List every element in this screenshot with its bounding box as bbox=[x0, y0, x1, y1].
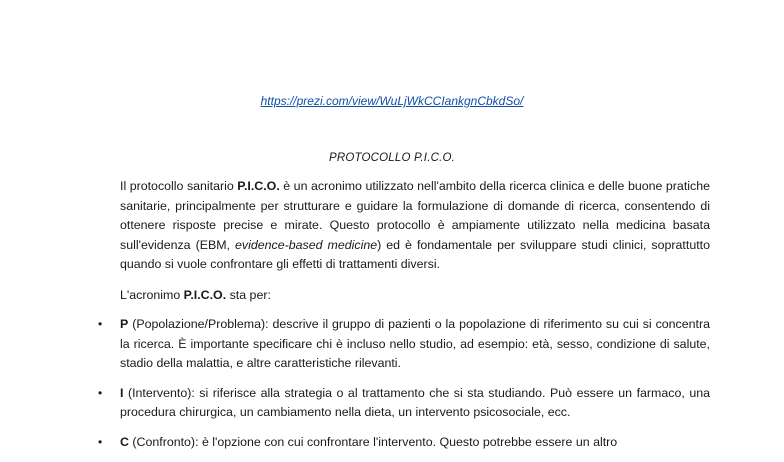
bullet-text-i: (Intervento): si riferisce alla strategia o al trattamento che si sta studiando. Può essere un farmaco, una procedura chirurgica, un cambiamento nella dieta, un intervento psicosociale, ecc. bbox=[120, 385, 710, 419]
acronym-intro-line bbox=[120, 286, 710, 306]
intro-acronym: P.I.C.O. bbox=[237, 179, 280, 193]
pico-bullet-list bbox=[98, 315, 710, 462]
bullet-letter-i: I bbox=[120, 385, 124, 400]
bullet-marker: • bbox=[98, 385, 103, 400]
intro-ebm-term: evidence-based medicine bbox=[235, 237, 378, 252]
acronym-pre: L'acronimo bbox=[120, 288, 184, 302]
intro-paragraph bbox=[120, 177, 710, 275]
bullet-letter-c: C bbox=[120, 434, 129, 449]
bullet-text-p: (Popolazione/Problema): descrive il gruppo di pazienti o la popolazione di riferimento su cui si concentra la ricerca. È importante specificare chi è incluso nello studio, ad esempio: età, sesso, condizione di salute, stadio della malattia, e altre caratteristiche rilevanti. bbox=[120, 317, 710, 370]
bullet-marker: • bbox=[98, 317, 103, 331]
bullet-item-p bbox=[98, 315, 710, 374]
bullet-item-c bbox=[98, 433, 710, 453]
intro-text-2: è un acronimo utilizzato nell'ambito della ricerca clinica e delle buone pratiche sanitarie, principalmente per strutturare e guidare la formulazione di domande di ricerca, consentendo di ottenere risposte precise e mirate. Questo protocollo è ampiamente utilizzato nella medicina basata sull'evidenza (EBM, bbox=[120, 179, 710, 252]
bullet-text-c: (Confronto): è l'opzione con cui confrontare l'intervento. Questo potrebbe essere un altro bbox=[128, 434, 618, 449]
acronym-bold: P.I.C.O. bbox=[183, 288, 227, 302]
prezi-link-line bbox=[0, 94, 784, 108]
bullet-item-i bbox=[98, 384, 710, 423]
intro-text-1: Il protocollo sanitario bbox=[120, 179, 238, 193]
bullet-letter-p: P bbox=[120, 317, 129, 331]
intro-text-3: ) ed è fondamentale per sviluppare studi clinici, soprattutto quando si vuole confrontare gli effetti di trattamenti diversi. bbox=[120, 237, 710, 271]
bullet-marker: • bbox=[98, 434, 103, 449]
acronym-post: sta per: bbox=[226, 288, 271, 302]
prezi-link[interactable]: https://prezi.com/view/WuLjWkCCIankgnCbkdSo/ bbox=[260, 94, 524, 108]
document-title: PROTOCOLLO P.I.C.O. bbox=[328, 152, 456, 164]
